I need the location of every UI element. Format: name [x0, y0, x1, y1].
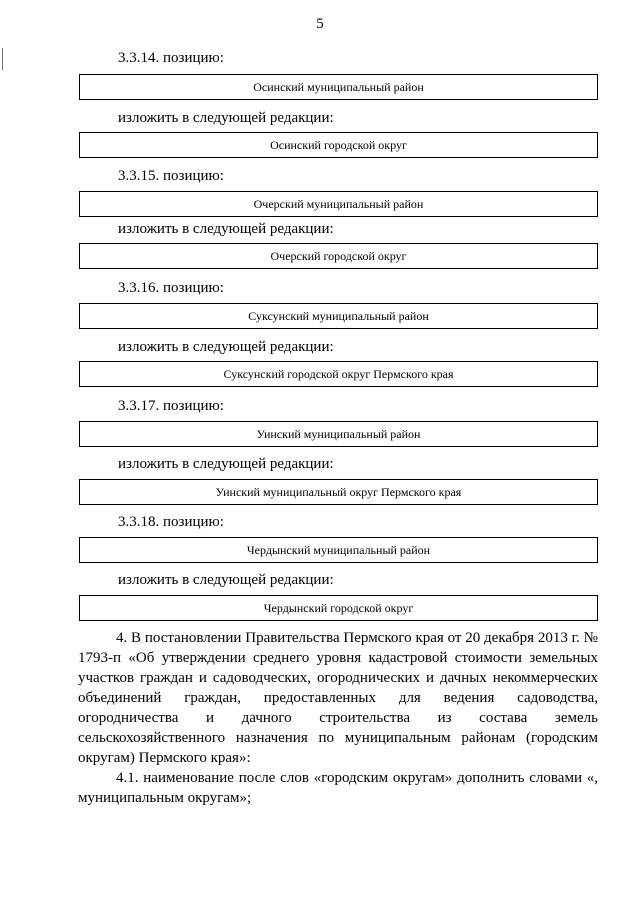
new-value-box-3-3-17: Уинский муниципальный округ Пермского края [79, 479, 598, 505]
new-edition-label-3-3-17: изложить в следующей редакции: [118, 456, 334, 472]
new-value-box-3-3-15: Очерский городской округ [79, 243, 598, 269]
paragraph-4 [78, 628, 598, 768]
position-label-3-3-14: 3.3.14. позицию: [118, 50, 224, 66]
position-label-3-3-16: 3.3.16. позицию: [118, 280, 224, 296]
old-value-box-3-3-18: Чердынский муниципальный район [79, 537, 598, 563]
old-value-box-3-3-14: Осинский муниципальный район [79, 74, 598, 100]
new-edition-label-3-3-15: изложить в следующей редакции: [118, 221, 334, 237]
position-label-3-3-15: 3.3.15. позицию: [118, 168, 224, 184]
old-value-box-3-3-17: Уинский муниципальный район [79, 421, 598, 447]
paragraph-4-1 [78, 768, 598, 808]
new-value-box-3-3-16: Суксунский городской округ Пермского края [79, 361, 598, 387]
page-number: 5 [316, 16, 324, 32]
new-value-box-3-3-14: Осинский городской округ [79, 132, 598, 158]
scan-edge-mark [2, 48, 3, 70]
old-value-box-3-3-15: Очерский муниципальный район [79, 191, 598, 217]
old-value-box-3-3-16: Суксунский муниципальный район [79, 303, 598, 329]
new-edition-label-3-3-16: изложить в следующей редакции: [118, 339, 334, 355]
new-edition-label-3-3-14: изложить в следующей редакции: [118, 110, 334, 126]
position-label-3-3-17: 3.3.17. позицию: [118, 398, 224, 414]
position-label-3-3-18: 3.3.18. позицию: [118, 514, 224, 530]
new-edition-label-3-3-18: изложить в следующей редакции: [118, 572, 334, 588]
new-value-box-3-3-18: Чердынский городской округ [79, 595, 598, 621]
paragraph-4-1-text: 4.1. наименование после слов «городским округам» дополнить словами «, муниципальным округам»; [78, 770, 598, 806]
paragraph-4-text: 4. В постановлении Правительства Пермского края от 20 декабря 2013 г. № 1793-п «Об утверждении среднего уровня кадастровой стоимости земельных участков граждан и садоводческих, огороднических и дачных некоммерческих объединений граждан, предоставленных для ведения садоводства, огородничества и дачного строительства из состава земель сельскохозяйственного назначения по муниципальным районам (городским округам) Пермского края»: [78, 630, 598, 766]
